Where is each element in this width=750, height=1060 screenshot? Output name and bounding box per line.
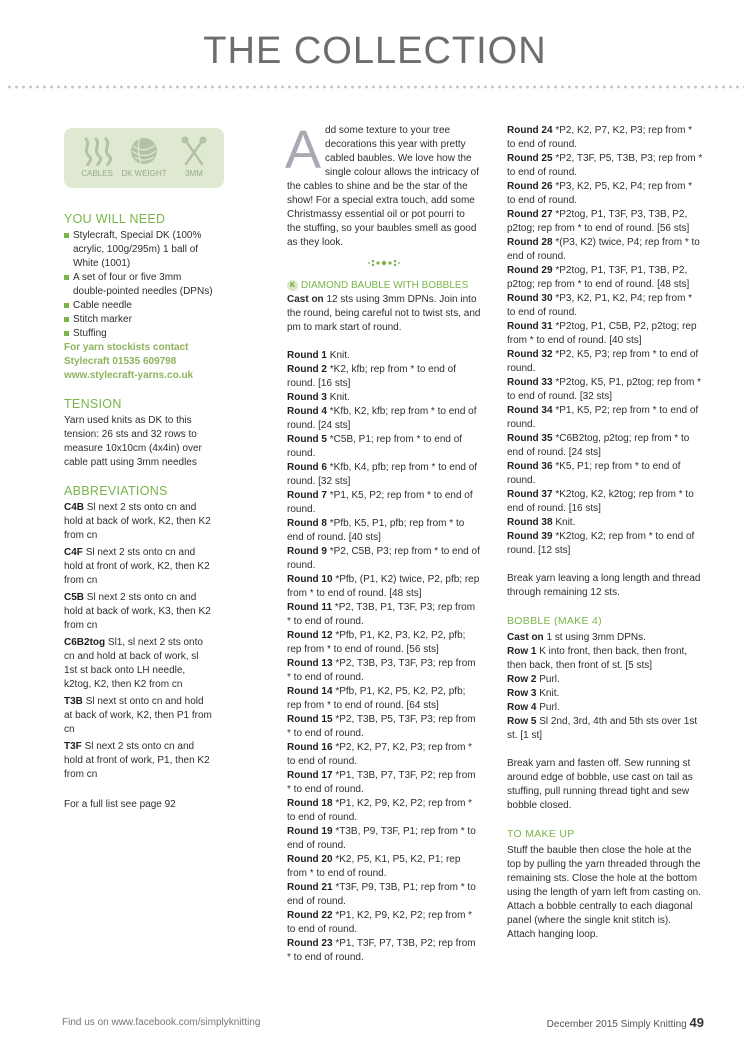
- round-instruction: [507, 348, 703, 376]
- round-label: Round 15: [287, 714, 333, 725]
- round-instruction: [287, 685, 481, 713]
- round-instruction: [507, 264, 703, 292]
- round-instruction: [287, 601, 481, 629]
- round-text: *K2tog, K2, k2tog; rep from * to end of round. [16 sts]: [507, 489, 694, 514]
- round-label: Round 19: [287, 826, 333, 837]
- round-instruction: [287, 363, 481, 391]
- rounds-list: [287, 349, 481, 965]
- round-instruction: [287, 741, 481, 769]
- bobble-heading: BOBBLE (MAKE 4): [507, 615, 602, 627]
- round-text: K into front, then back, then front, then back, then front of st. [5 sts]: [507, 646, 688, 671]
- round-label: Round 8: [287, 518, 327, 529]
- round-text: *P1, T3B, P7, T3F, P2; rep from * to end of round.: [287, 770, 476, 795]
- full-list-note: For a full list see page 92: [64, 799, 176, 810]
- round-instruction: [507, 516, 703, 530]
- tension-text: Yarn used knits as DK to this tension: 26 sts and 32 rows to measure 10x10cm (4x4in) over cable patt using 3mm needles: [64, 415, 202, 468]
- round-label: Round 4: [287, 406, 327, 417]
- round-text: Purl.: [539, 702, 560, 713]
- round-instruction: [507, 432, 703, 460]
- round-text: *P1, T3F, P7, T3B, P2; rep from * to end of round.: [287, 938, 476, 963]
- round-instruction: [507, 645, 703, 673]
- round-instruction: [287, 391, 481, 405]
- round-text: *P2tog, P1, T3F, P3, T3B, P2, p2tog; rep from * to end of round. [56 sts]: [507, 209, 690, 234]
- issue-text: December 2015 Simply Knitting: [546, 1019, 687, 1030]
- round-label: Round 16: [287, 742, 333, 753]
- pattern-title: DIAMOND BAUBLE WITH BOBBLES: [301, 280, 469, 291]
- round-text: *T3B, P9, T3F, P1; rep from * to end of round.: [287, 826, 476, 851]
- round-text: *P2tog, P1, T3F, P1, T3B, P2, p2tog; rep from * to end of round. [48 sts]: [507, 265, 690, 290]
- pattern-heading: [287, 279, 481, 293]
- round-text: *P2, K2, P7, K2, P3; rep from * to end of round.: [507, 125, 693, 150]
- round-text: *Kfb, K4, pfb; rep from * to end of round. [32 sts]: [287, 462, 478, 487]
- bobble-rows: [507, 631, 703, 743]
- round-label: Row 3: [507, 688, 537, 699]
- round-instruction: [287, 489, 481, 517]
- round-label: Round 29: [507, 265, 553, 276]
- need-item: Stuffing: [64, 327, 214, 341]
- cast-on-text: 12 sts using 3mm DPNs. Join into the round, being careful not to twist sts, and pm to mark start of round.: [287, 294, 481, 333]
- round-label: Round 2: [287, 364, 327, 375]
- cables-badge: [70, 136, 124, 178]
- cast-on-label: Cast on: [287, 294, 324, 305]
- round-label: Round 17: [287, 770, 333, 781]
- round-text: *P2, K2, P7, K2, P3; rep from * to end of round.: [287, 742, 473, 767]
- round-instruction: [287, 349, 481, 363]
- round-text: *P2, T3B, P1, T3F, P3; rep from * to end of round.: [287, 602, 476, 627]
- page-title: THE COLLECTION: [203, 30, 547, 72]
- weight-badge: [117, 136, 171, 178]
- round-label: Round 20: [287, 854, 333, 865]
- round-text: Knit.: [329, 350, 350, 361]
- round-label: Round 28: [507, 237, 553, 248]
- round-label: Round 37: [507, 489, 553, 500]
- round-label: Round 25: [507, 153, 553, 164]
- break-yarn-text: Break yarn leaving a long length and thread through remaining 12 sts.: [507, 573, 701, 598]
- abbreviation-def: Sl next 2 sts onto cn and hold at back of work, K2, then K2 from cn: [64, 502, 211, 541]
- abbreviation-entry: [64, 501, 214, 543]
- bobble-finish-text: Break yarn and fasten off. Sew running st around edge of bobble, use cast on tail as stuffing, pull running thread tight and sew bobble closed.: [507, 758, 693, 811]
- dotted-divider: [6, 84, 744, 90]
- ornament-divider: [287, 258, 481, 273]
- round-text: Sl 2nd, 3rd, 4th and 5th sts over 1st st. [1 st]: [507, 716, 698, 741]
- abbreviation-entry: [64, 740, 214, 782]
- round-instruction: [507, 236, 703, 264]
- round-label: Round 38: [507, 517, 553, 528]
- make-up-last: Attach hanging loop.: [507, 929, 599, 940]
- round-label: Round 23: [287, 938, 333, 949]
- round-label: Round 30: [507, 293, 553, 304]
- round-text: *P2, T3B, P5, T3F, P3; rep from * to end of round.: [287, 714, 476, 739]
- round-instruction: [507, 208, 703, 236]
- round-instruction: [507, 180, 703, 208]
- weight-label: DK WEIGHT: [121, 169, 167, 178]
- round-text: *P1, K2, P9, K2, P2; rep from * to end of round.: [287, 798, 473, 823]
- round-text: *P3, K2, P1, K2, P4; rep from * to end of round.: [507, 293, 693, 318]
- abbreviation-term: C6B2tog: [64, 637, 106, 648]
- round-instruction: [507, 530, 703, 558]
- round-instruction: [507, 673, 703, 687]
- round-label: Round 27: [507, 209, 553, 220]
- round-label: Row 1: [507, 646, 537, 657]
- round-label: Round 33: [507, 377, 553, 388]
- round-text: *P2, C5B, P3; rep from * to end of round.: [287, 546, 480, 571]
- round-text: *T3F, P9, T3B, P1; rep from * to end of round.: [287, 882, 476, 907]
- drop-cap: A: [285, 120, 322, 180]
- round-text: *K2, kfb; rep from * to end of round. [16 sts]: [287, 364, 456, 389]
- needle-size-badge: [167, 136, 221, 178]
- make-up-heading: TO MAKE UP: [507, 828, 575, 840]
- round-instruction: [287, 797, 481, 825]
- cast-on-instruction: [287, 293, 481, 335]
- round-instruction: [287, 405, 481, 433]
- abbreviation-entry: [64, 591, 214, 633]
- round-instruction: [287, 881, 481, 909]
- round-text: *K2, P5, K1, P5, K2, P1; rep from * to end of round.: [287, 854, 461, 879]
- abbreviations-heading: ABBREVIATIONS: [64, 484, 168, 498]
- round-instruction: [507, 701, 703, 715]
- round-text: *P1, K2, P9, K2, P2; rep from * to end of round.: [287, 910, 473, 935]
- page-number: 49: [689, 1015, 704, 1030]
- round-label: Row 5: [507, 716, 537, 727]
- round-label: Round 32: [507, 349, 553, 360]
- round-text: *P2, T3B, P3, T3F, P3; rep from * to end of round.: [287, 658, 476, 683]
- round-instruction: [287, 573, 481, 601]
- round-text: *(P3, K2) twice, P4; rep from * to end of round.: [507, 237, 700, 262]
- round-instruction: [507, 687, 703, 701]
- abbreviation-term: T3B: [64, 696, 83, 707]
- pattern-column: [285, 120, 481, 965]
- round-text: *P1, K5, P2; rep from * to end of round.: [287, 490, 473, 515]
- footer-issue: [547, 1015, 704, 1030]
- round-instruction: [507, 460, 703, 488]
- round-text: *Kfb, K2, kfb; rep from * to end of round. [24 sts]: [287, 406, 477, 431]
- rounds-list: [507, 124, 703, 558]
- round-text: *P2tog, P1, C5B, P2, p2tog; rep from * to end of round. [40 sts]: [507, 321, 697, 346]
- round-label: Round 3: [287, 392, 327, 403]
- round-label: Round 7: [287, 490, 327, 501]
- round-text: *C5B, P1; rep from * to end of round.: [287, 434, 463, 459]
- round-text: *P1, K5, P2; rep from * to end of round.: [507, 405, 699, 430]
- round-instruction: [507, 292, 703, 320]
- round-label: Row 4: [507, 702, 537, 713]
- cables-icon: [80, 136, 114, 166]
- round-text: *P2, K5, P3; rep from * to end of round.: [507, 349, 699, 374]
- round-label: Row 2: [507, 674, 537, 685]
- abbreviation-term: C5B: [64, 592, 85, 603]
- round-instruction: [287, 657, 481, 685]
- abbreviation-entry: [64, 695, 214, 737]
- sidebar: [64, 128, 214, 812]
- round-text: *K5, P1; rep from * to end of round.: [507, 461, 681, 486]
- need-item: Stylecraft, Special DK (100% acrylic, 100g/295m) 1 ball of White (1001): [64, 229, 214, 271]
- round-instruction: [507, 152, 703, 180]
- round-label: Round 34: [507, 405, 553, 416]
- stockist-line: For yarn stockists contact: [64, 342, 189, 353]
- round-label: Round 22: [287, 910, 333, 921]
- abbreviation-entry: [64, 636, 214, 692]
- round-label: Round 11: [287, 602, 333, 613]
- round-text: Knit.: [555, 517, 576, 528]
- round-label: Round 9: [287, 546, 327, 557]
- round-instruction: [287, 825, 481, 853]
- round-label: Round 36: [507, 461, 553, 472]
- round-instruction: [507, 488, 703, 516]
- need-item: Stitch marker: [64, 313, 214, 327]
- you-will-need-heading: YOU WILL NEED: [64, 212, 166, 226]
- round-instruction: [507, 404, 703, 432]
- round-instruction: [287, 937, 481, 965]
- abbreviation-def: Sl next 2 sts onto cn and hold at front of work, K2, then K2 from cn: [64, 547, 210, 586]
- round-label: Round 12: [287, 630, 333, 641]
- round-text: *K2tog, K2; rep from * to end of round. [12 sts]: [507, 531, 695, 556]
- round-text: *Pfb, P1, K2, P5, K2, P2, pfb; rep from * to end of round. [64 sts]: [287, 686, 466, 711]
- yarn-ball-icon: [129, 136, 159, 166]
- intro-paragraph: [285, 120, 481, 250]
- round-text: 1 st using 3mm DPNs.: [546, 632, 646, 643]
- round-text: *P3, K2, P5, K2, P4; rep from * to end of round.: [507, 181, 693, 206]
- stockist-website-link[interactable]: www.stylecraft-yarns.co.uk: [64, 370, 194, 381]
- round-label: Round 31: [507, 321, 553, 332]
- round-instruction: [507, 124, 703, 152]
- round-instruction: [507, 320, 703, 348]
- abbreviation-entry: [64, 546, 214, 588]
- abbreviation-term: C4F: [64, 547, 83, 558]
- make-up-text: Stuff the bauble then close the hole at the top by pulling the yarn threaded through the remaining sts. Close the hole at the bottom using the length of yarn left from casting on. Attach a bobble centrally to each diagonal panel (where the single knit stitch is).: [507, 845, 701, 926]
- needle-size-label: 3MM: [185, 169, 203, 178]
- round-label: Round 26: [507, 181, 553, 192]
- round-instruction: [507, 715, 703, 743]
- info-icon-box: [64, 128, 224, 188]
- round-label: Round 13: [287, 658, 333, 669]
- needles-icon: [179, 136, 209, 166]
- round-label: Cast on: [507, 632, 544, 643]
- round-instruction: [287, 629, 481, 657]
- round-text: *Pfb, K5, P1, pfb; rep from * to end of round. [40 sts]: [287, 518, 465, 543]
- round-instruction: [287, 909, 481, 937]
- round-instruction: [287, 461, 481, 489]
- abbreviation-def: Sl1, sl next 2 sts onto cn and hold at back of work, sl 1st st back onto LH needle, k2tog, K2, then K2 from cn: [64, 637, 203, 690]
- round-label: Round 5: [287, 434, 327, 445]
- need-item: Cable needle: [64, 299, 214, 313]
- round-label: Round 14: [287, 686, 333, 697]
- k-badge-icon: K: [287, 280, 298, 291]
- cables-label: CABLES: [81, 169, 113, 178]
- round-instruction: [507, 376, 703, 404]
- round-label: Round 18: [287, 798, 333, 809]
- round-text: *Pfb, P1, K2, P3, K2, P2, pfb; rep from * to end of round. [56 sts]: [287, 630, 466, 655]
- abbreviation-def: Sl next 2 sts onto cn and hold at back of work, K3, then K2 from cn: [64, 592, 211, 631]
- abbreviation-term: T3F: [64, 741, 82, 752]
- round-label: Round 6: [287, 462, 327, 473]
- round-text: *P2, T3F, P5, T3B, P3; rep from * to end of round.: [507, 153, 703, 178]
- round-text: *Pfb, (P1, K2) twice, P2, pfb; rep from * to end of round. [48 sts]: [287, 574, 480, 599]
- round-instruction: [507, 631, 703, 645]
- intro-text: dd some texture to your tree decorations this year with pretty cabled baubles. We love how the single colour allows the intricacy of the cables to shine and be the star of the show! For a special extra touch, add some Christmassy essential oil or pot pourri to the stuffing, so your baubles smell as good as they look.: [287, 125, 479, 248]
- round-label: Round 10: [287, 574, 333, 585]
- abbreviation-def: Sl next 2 sts onto cn and hold at front of work, P1, then K2 from cn: [64, 741, 210, 780]
- flourish-icon: [367, 258, 401, 268]
- round-instruction: [287, 713, 481, 741]
- round-instruction: [287, 769, 481, 797]
- round-instruction: [287, 433, 481, 461]
- stockist-phone: Stylecraft 01535 609798: [64, 356, 177, 367]
- need-item: A set of four or five 3mm double-pointed needles (DPNs): [64, 271, 214, 299]
- round-text: Knit.: [329, 392, 350, 403]
- round-text: Knit.: [539, 688, 560, 699]
- tension-heading: TENSION: [64, 397, 122, 411]
- abbreviation-term: C4B: [64, 502, 85, 513]
- round-label: Round 24: [507, 125, 553, 136]
- round-text: *C6B2tog, p2tog; rep from * to end of round. [24 sts]: [507, 433, 690, 458]
- round-text: *P2tog, K5, P1, p2tog; rep from * to end of round. [32 sts]: [507, 377, 701, 402]
- round-text: Purl.: [539, 674, 560, 685]
- abbreviation-def: Sl next st onto cn and hold at back of work, K2, then P1 from cn: [64, 696, 212, 735]
- round-label: Round 1: [287, 350, 327, 361]
- continued-column: [507, 124, 703, 942]
- round-label: Round 39: [507, 531, 553, 542]
- round-label: Round 35: [507, 433, 553, 444]
- round-label: Round 21: [287, 882, 333, 893]
- facebook-link[interactable]: Find us on www.facebook.com/simplyknitting: [62, 1017, 261, 1028]
- round-instruction: [287, 545, 481, 573]
- round-instruction: [287, 853, 481, 881]
- round-instruction: [287, 517, 481, 545]
